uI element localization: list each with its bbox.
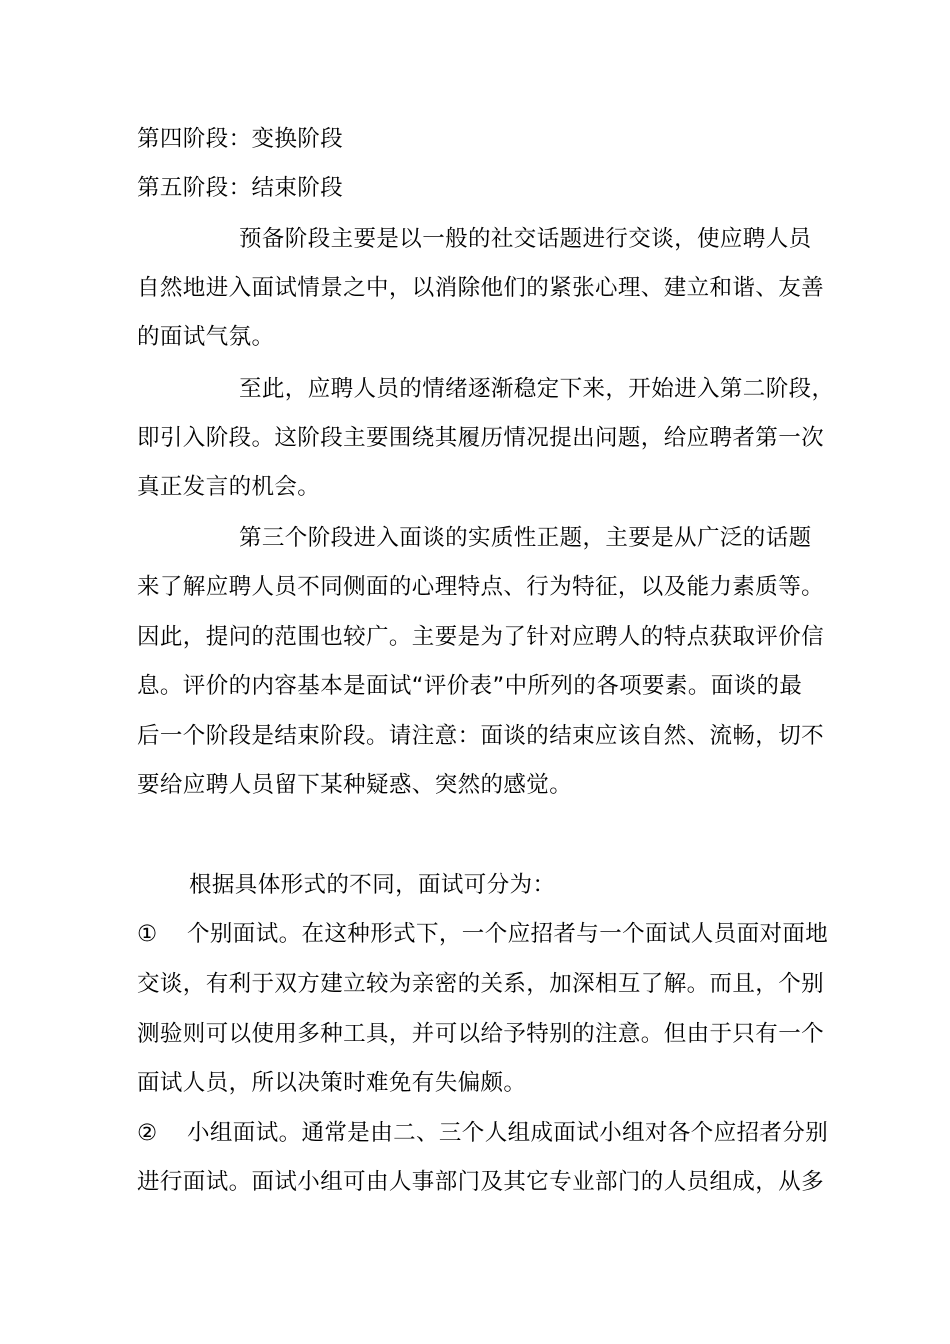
paragraph-line: 测验则可以使用多种工具，并可以给予特别的注意。但由于只有一个 xyxy=(137,1021,825,1047)
stage-five-line: 第五阶段：结束阶段 xyxy=(137,175,344,201)
paragraph-line: 后一个阶段是结束阶段。请注意：面谈的结束应该自然、流畅，切不 xyxy=(137,723,825,749)
list-item-group xyxy=(137,1118,828,1148)
list-item-text: 小组面试。通常是由二、三个人组成面试小组对各个应招者分别 xyxy=(187,1120,829,1146)
list-marker: ② xyxy=(137,1120,158,1146)
paragraph-line: 至此，应聘人员的情绪逐渐稳定下来，开始进入第二阶段， xyxy=(239,376,835,402)
forms-intro-line: 根据具体形式的不同，面试可分为： xyxy=(189,872,556,898)
paragraph-line: 交谈，有利于双方建立较为亲密的关系，加深相互了解。而且，个别 xyxy=(137,971,825,997)
paragraph-line: 因此，提问的范围也较广。主要是为了针对应聘人的特点获取评价信 xyxy=(137,624,825,650)
paragraph-line: 自然地进入面试情景之中，以消除他们的紧张心理、建立和谐、友善 xyxy=(137,275,825,301)
paragraph-line: 的面试气氛。 xyxy=(137,324,275,350)
paragraph-line: 息。评价的内容基本是面试“评价表”中所列的各项要素。面谈的最 xyxy=(137,673,803,699)
list-item-individual xyxy=(137,919,828,949)
paragraph-line: 面试人员，所以决策时难免有失偏颇。 xyxy=(137,1070,527,1096)
paragraph-line: 第三个阶段进入面谈的实质性正题，主要是从广泛的话题 xyxy=(239,525,812,551)
paragraph-line: 来了解应聘人员不同侧面的心理特点、行为特征，以及能力素质等。 xyxy=(137,574,825,600)
paragraph-line: 即引入阶段。这阶段主要围绕其履历情况提出问题，给应聘者第一次 xyxy=(137,425,825,451)
paragraph-line: 要给应聘人员留下某种疑惑、突然的感觉。 xyxy=(137,772,573,798)
paragraph-line: 真正发言的机会。 xyxy=(137,474,321,500)
list-marker: ① xyxy=(137,921,158,947)
stage-four-line: 第四阶段：变换阶段 xyxy=(137,126,344,152)
paragraph-line: 预备阶段主要是以一般的社交话题进行交谈，使应聘人员 xyxy=(239,226,812,252)
list-item-text: 个别面试。在这种形式下，一个应招者与一个面试人员面对面地 xyxy=(187,921,829,947)
paragraph-line: 进行面试。面试小组可由人事部门及其它专业部门的人员组成，从多 xyxy=(137,1169,825,1195)
